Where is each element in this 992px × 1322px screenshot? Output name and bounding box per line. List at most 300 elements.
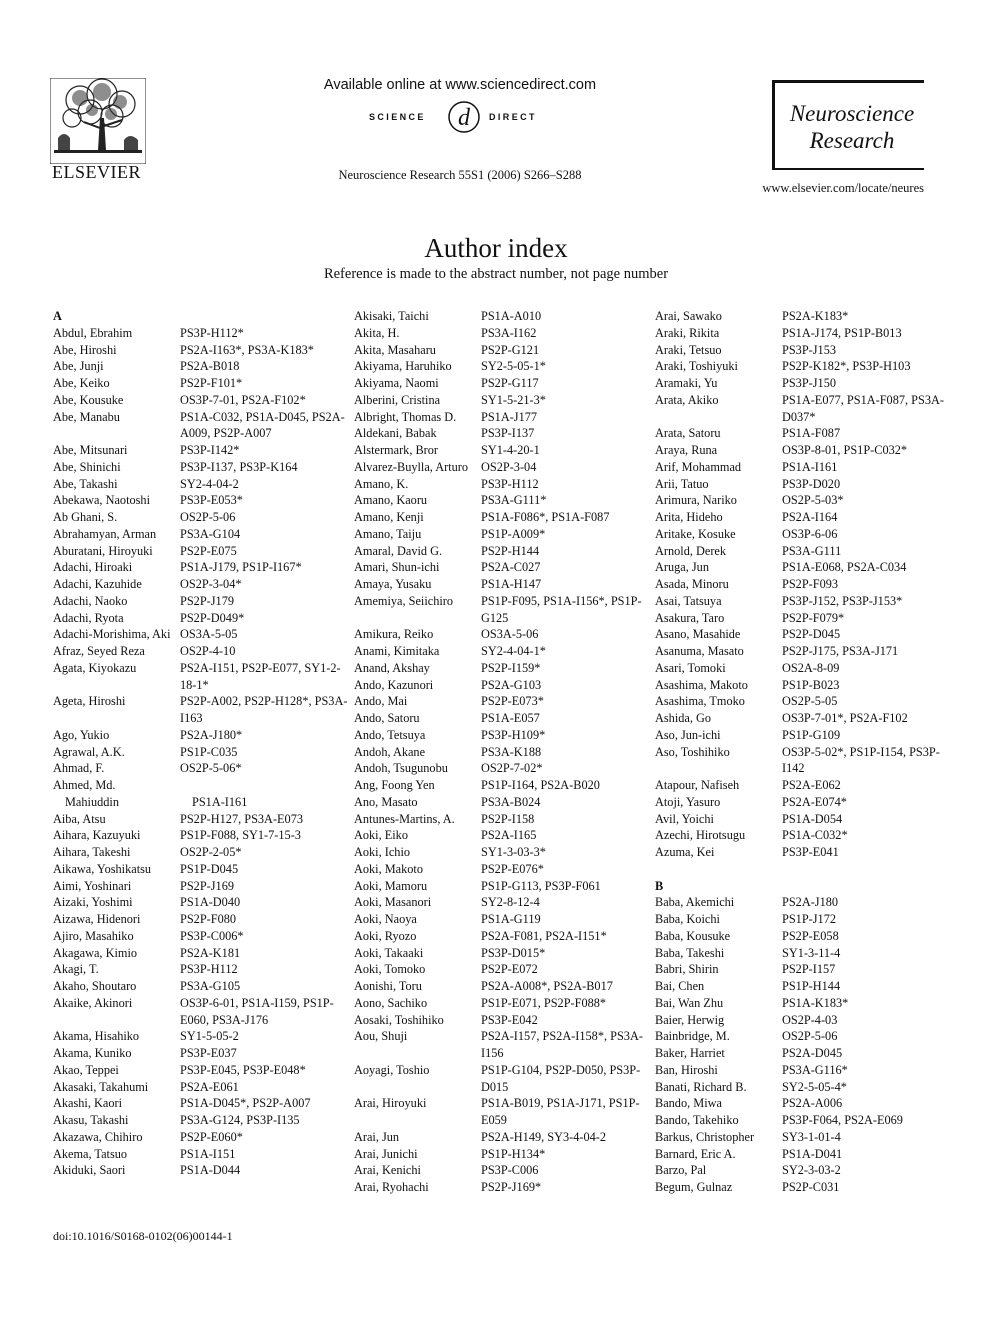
author-name: Bando, Takehiko bbox=[655, 1113, 739, 1127]
abstract-refs: OS3P-6-06 bbox=[782, 526, 838, 541]
author-entry bbox=[655, 610, 955, 627]
abstract-refs: PS1A-C032, PS1A-D045, PS2A-A009, PS2P-A007 bbox=[180, 409, 345, 441]
author-name: Arata, Akiko bbox=[655, 392, 719, 407]
abstract-refs: PS1A-J177 bbox=[481, 409, 538, 424]
abstract-refs: OS2P-5-06 bbox=[180, 510, 236, 524]
author-entry bbox=[53, 995, 353, 1029]
author-name: Asada, Minoru bbox=[655, 577, 729, 591]
author-entry bbox=[53, 844, 353, 861]
author-entry bbox=[53, 727, 353, 744]
author-entry bbox=[53, 1028, 353, 1045]
journal-title-top-rule bbox=[772, 80, 924, 83]
author-name: Akasaki, Takahumi bbox=[53, 1079, 149, 1094]
abstract-refs: PS1P-E071, PS2P-F088* bbox=[481, 995, 607, 1010]
author-entry bbox=[655, 677, 955, 694]
author-name: Araki, Tetsuo bbox=[655, 342, 722, 357]
author-entry bbox=[655, 945, 955, 962]
author-name: Asai, Tatsuya bbox=[655, 593, 722, 608]
author-entry bbox=[354, 744, 654, 761]
author-entry bbox=[354, 1146, 654, 1163]
author-name: Abe, Keiko bbox=[53, 376, 110, 390]
abstract-refs: OS2P-4-10 bbox=[180, 644, 236, 658]
abstract-refs: PS1A-E068, PS2A-C034 bbox=[782, 560, 907, 575]
author-name: Antunes-Martins, A. bbox=[354, 811, 455, 826]
abstract-refs: OS3A-5-05 bbox=[180, 627, 238, 642]
abstract-refs: PS2P-I159* bbox=[481, 660, 541, 675]
tree-icon bbox=[50, 78, 146, 164]
author-name: Akao, Teppei bbox=[53, 1062, 119, 1077]
author-name: Asashima, Makoto bbox=[655, 677, 748, 692]
author-name: Baba, Koichi bbox=[655, 912, 720, 926]
abstract-refs: OS2P-3-04 bbox=[481, 459, 537, 474]
index-column-1 bbox=[53, 308, 353, 1179]
author-name: Asano, Masahide bbox=[655, 627, 741, 642]
abstract-refs: PS1A-D045*, PS2P-A007 bbox=[180, 1096, 311, 1111]
abstract-refs: OS3P-6-01, PS1A-I159, PS1P-E060, PS3A-J176 bbox=[180, 995, 334, 1027]
abstract-refs: PS1A-A010 bbox=[481, 309, 542, 323]
author-entry bbox=[354, 543, 654, 560]
author-name: Mahiuddin bbox=[65, 794, 119, 809]
author-entry bbox=[655, 1028, 955, 1045]
author-name: Ab Ghani, S. bbox=[53, 510, 118, 524]
author-name: Akita, H. bbox=[354, 325, 400, 340]
author-entry bbox=[655, 995, 955, 1012]
abstract-refs: PS1A-F086*, PS1A-F087 bbox=[481, 510, 610, 524]
available-online-text[interactable]: Available online at www.sciencedirect.com bbox=[323, 77, 597, 93]
author-name: Aso, Toshihiko bbox=[655, 744, 730, 759]
author-name: Amano, Taiju bbox=[354, 526, 422, 541]
sciencedirect-right-text: DIRECT bbox=[489, 112, 537, 122]
author-name: Arai, Ryohachi bbox=[354, 1180, 429, 1194]
author-entry bbox=[354, 660, 654, 677]
abstract-refs: PS3A-G111* bbox=[481, 493, 547, 508]
abstract-refs: OS2P-3-04* bbox=[180, 577, 242, 591]
author-entry bbox=[655, 811, 955, 828]
author-name: Abrahamyan, Arman bbox=[53, 526, 157, 541]
author-entry bbox=[655, 1112, 955, 1129]
abstract-refs: PS3P-I142* bbox=[180, 443, 240, 457]
abstract-refs: OS2A-8-09 bbox=[782, 660, 840, 675]
author-entry bbox=[354, 1179, 654, 1196]
author-name: Aoki, Ichio bbox=[354, 845, 411, 859]
author-entry bbox=[354, 844, 654, 861]
author-entry bbox=[354, 1028, 654, 1062]
author-entry bbox=[354, 961, 654, 978]
author-name: Atapour, Nafiseh bbox=[655, 778, 740, 792]
author-entry bbox=[53, 442, 353, 459]
abstract-refs: SY1-4-20-1 bbox=[481, 443, 540, 457]
author-entry bbox=[354, 643, 654, 660]
author-name: Amano, Kenji bbox=[354, 510, 424, 524]
abstract-refs: PS2A-J180* bbox=[180, 727, 243, 742]
author-name: Akazawa, Chihiro bbox=[53, 1129, 143, 1144]
abstract-refs: PS1P-G109 bbox=[782, 727, 841, 742]
author-name: Adachi, Ryota bbox=[53, 610, 124, 625]
author-name: Amikura, Reiko bbox=[354, 627, 434, 642]
author-entry bbox=[354, 442, 654, 459]
abstract-refs: PS1A-J174, PS1P-B013 bbox=[782, 325, 902, 340]
author-entry bbox=[655, 961, 955, 978]
abstract-refs: PS2P-E076* bbox=[481, 861, 544, 876]
author-entry bbox=[354, 945, 654, 962]
journal-title: Neuroscience Research bbox=[789, 101, 915, 153]
author-name: Akashi, Kaori bbox=[53, 1096, 122, 1111]
abstract-refs: PS2P-F079* bbox=[782, 610, 845, 625]
abstract-refs: PS3A-B024 bbox=[481, 794, 541, 809]
author-name: Aizawa, Hidenori bbox=[53, 912, 141, 926]
author-name: Alvarez-Buylla, Arturo bbox=[354, 459, 469, 474]
author-entry bbox=[354, 392, 654, 409]
author-entry bbox=[655, 576, 955, 593]
author-entry bbox=[53, 827, 353, 844]
abstract-refs: PS2A-H149, SY3-4-04-2 bbox=[481, 1129, 607, 1144]
author-name: Akagawa, Kimio bbox=[53, 945, 138, 960]
author-name: Akisaki, Taichi bbox=[354, 309, 429, 323]
author-entry bbox=[53, 526, 353, 543]
abstract-refs: OS2P-5-06* bbox=[180, 761, 242, 776]
abstract-refs: OS2P-7-02* bbox=[481, 761, 543, 776]
abstract-refs: PS2A-I164 bbox=[782, 510, 838, 524]
author-entry bbox=[655, 593, 955, 610]
abstract-refs: PS2P-A002, PS2P-H128*, PS3A-I163 bbox=[180, 694, 348, 725]
abstract-refs: PS2P-F101* bbox=[180, 376, 243, 390]
abstract-refs: PS3A-K188 bbox=[481, 744, 542, 759]
author-entry bbox=[354, 1162, 654, 1179]
author-name: Aoki, Makoto bbox=[354, 861, 423, 876]
author-name: Alberini, Cristina bbox=[354, 392, 441, 407]
author-name: Arai, Hiroyuki bbox=[354, 1096, 427, 1111]
abstract-refs: SY2-5-05-4* bbox=[782, 1079, 847, 1094]
abstract-refs: PS2A-C027 bbox=[481, 560, 541, 575]
abstract-refs: PS1A-F087 bbox=[782, 426, 841, 441]
author-name: Asakura, Taro bbox=[655, 610, 725, 625]
abstract-refs: PS2A-E061 bbox=[180, 1079, 239, 1094]
author-entry bbox=[655, 559, 955, 576]
author-name: Araki, Rikita bbox=[655, 325, 720, 340]
author-entry bbox=[53, 744, 353, 761]
author-name: Azuma, Kei bbox=[655, 845, 715, 859]
author-entry bbox=[655, 827, 955, 844]
abstract-refs: PS3P-E053* bbox=[180, 493, 243, 508]
abstract-refs: PS3A-G111 bbox=[782, 543, 842, 558]
author-entry bbox=[53, 794, 353, 811]
abstract-refs: PS1P-F095, PS1A-I156*, PS1P-G125 bbox=[481, 593, 642, 625]
author-name: Barzo, Pal bbox=[655, 1163, 707, 1178]
author-name: Arita, Hideho bbox=[655, 510, 723, 524]
author-name: Akema, Tatsuo bbox=[53, 1146, 128, 1161]
author-name: Akaike, Akinori bbox=[53, 995, 133, 1010]
author-entry bbox=[354, 425, 654, 442]
author-name: Ang, Foong Yen bbox=[354, 778, 435, 792]
author-name: Abe, Junji bbox=[53, 359, 104, 374]
author-entry bbox=[354, 1095, 654, 1129]
author-name: Akiduki, Saori bbox=[53, 1163, 126, 1178]
author-name: Aritake, Kosuke bbox=[655, 526, 736, 541]
abstract-refs: PS3P-E045, PS3P-E048* bbox=[180, 1062, 306, 1077]
author-entry bbox=[655, 425, 955, 442]
author-entry bbox=[354, 760, 654, 777]
author-name: Adachi-Morishima, Aki bbox=[53, 627, 171, 642]
abstract-refs: PS1A-K183* bbox=[782, 995, 849, 1010]
author-name: Babri, Shirin bbox=[655, 962, 719, 977]
author-name: Abe, Hiroshi bbox=[53, 342, 117, 357]
author-entry bbox=[354, 827, 654, 844]
author-entry bbox=[655, 375, 955, 392]
author-entry bbox=[655, 308, 955, 325]
author-entry bbox=[53, 1162, 353, 1179]
author-entry bbox=[53, 928, 353, 945]
author-entry bbox=[53, 1112, 353, 1129]
abstract-refs: PS3P-I137, PS3P-K164 bbox=[180, 459, 298, 474]
abstract-refs: PS1A-I161 bbox=[782, 459, 838, 474]
publisher-name: ELSEVIER bbox=[52, 162, 141, 182]
abstract-refs: SY2-5-05-1* bbox=[481, 359, 546, 374]
author-name: Andoh, Tsugunobu bbox=[354, 761, 448, 776]
author-name: Arii, Tatuo bbox=[655, 476, 709, 491]
abstract-refs: PS3P-H112 bbox=[481, 476, 539, 491]
author-name: Bai, Wan Zhu bbox=[655, 995, 724, 1010]
abstract-refs: PS1P-G113, PS3P-F061 bbox=[481, 878, 601, 893]
author-name: Akiyama, Haruhiko bbox=[354, 359, 452, 374]
abstract-refs: PS1P-A009* bbox=[481, 526, 546, 541]
author-name: Amari, Shun-ichi bbox=[354, 560, 440, 575]
author-name: Bainbridge, M. bbox=[655, 1029, 730, 1044]
abstract-refs: PS1P-H134* bbox=[481, 1146, 546, 1161]
author-name: Aldekani, Babak bbox=[354, 426, 437, 441]
author-entry bbox=[354, 626, 654, 643]
abstract-refs: PS2P-J175, PS3A-J171 bbox=[782, 644, 899, 658]
author-entry bbox=[53, 1146, 353, 1163]
abstract-refs: PS3P-D015* bbox=[481, 945, 546, 960]
author-entry bbox=[655, 342, 955, 359]
abstract-refs: PS2A-E062 bbox=[782, 778, 841, 792]
author-entry bbox=[655, 794, 955, 811]
author-entry bbox=[354, 358, 654, 375]
author-name: Abe, Shinichi bbox=[53, 459, 121, 474]
author-name: Baba, Kousuke bbox=[655, 928, 731, 943]
author-entry bbox=[53, 459, 353, 476]
author-name: Azechi, Hirotsugu bbox=[655, 828, 746, 843]
author-entry bbox=[655, 978, 955, 995]
author-entry bbox=[655, 358, 955, 375]
author-entry bbox=[354, 509, 654, 526]
author-name: Albright, Thomas D. bbox=[354, 409, 457, 424]
author-name: Baier, Herwig bbox=[655, 1012, 725, 1027]
author-name: Begum, Gulnaz bbox=[655, 1180, 733, 1194]
journal-title-bottom-rule bbox=[772, 168, 924, 170]
abstract-refs: SY1-5-05-2 bbox=[180, 1029, 239, 1044]
author-name: Amano, Kaoru bbox=[354, 493, 428, 508]
author-name: Arata, Satoru bbox=[655, 426, 721, 441]
author-entry bbox=[53, 1095, 353, 1112]
abstract-refs: PS2P-E073* bbox=[481, 694, 544, 709]
author-name: Aramaki, Yu bbox=[655, 376, 718, 390]
author-name: Arai, Junichi bbox=[354, 1146, 418, 1161]
abstract-refs: PS2P-E072 bbox=[481, 962, 538, 977]
doi-footer[interactable]: doi:10.1016/S0168-0102(06)00144-1 bbox=[53, 1229, 233, 1243]
author-entry bbox=[655, 777, 955, 794]
author-entry bbox=[354, 928, 654, 945]
abstract-refs: OS3P-7-01, PS2A-F102* bbox=[180, 392, 306, 407]
abstract-refs: PS3P-J152, PS3P-J153* bbox=[782, 593, 903, 608]
author-entry bbox=[655, 492, 955, 509]
abstract-refs: PS2P-F093 bbox=[782, 577, 839, 591]
author-name: Ban, Hiroshi bbox=[655, 1062, 718, 1077]
author-entry bbox=[53, 643, 353, 660]
author-entry bbox=[354, 710, 654, 727]
author-entry bbox=[354, 995, 654, 1012]
author-name: Aono, Sachiko bbox=[354, 995, 428, 1010]
author-entry bbox=[354, 1062, 654, 1096]
abstract-refs: PS2A-G103 bbox=[481, 677, 542, 692]
author-entry bbox=[354, 342, 654, 359]
author-name: Arai, Kenichi bbox=[354, 1163, 421, 1178]
author-entry bbox=[655, 526, 955, 543]
abstract-refs: PS2P-G121 bbox=[481, 342, 540, 357]
sciencedirect-d-icon bbox=[447, 100, 481, 134]
author-name: Akagi, T. bbox=[53, 962, 99, 977]
sciencedirect-logo bbox=[355, 100, 555, 134]
page-title: Author index bbox=[424, 233, 568, 263]
author-entry bbox=[354, 794, 654, 811]
abstract-refs: PS1A-J179, PS1P-I167* bbox=[180, 560, 302, 575]
abstract-refs: SY1-3-11-4 bbox=[782, 945, 841, 960]
abstract-refs: PS2P-I157 bbox=[782, 962, 836, 977]
author-entry bbox=[354, 693, 654, 710]
abstract-refs: PS1A-E077, PS1A-F087, PS3A-D037* bbox=[782, 392, 944, 424]
author-entry bbox=[354, 878, 654, 895]
author-name: Ando, Kazunori bbox=[354, 677, 434, 692]
abstract-refs: PS3P-H112* bbox=[180, 325, 244, 340]
author-entry bbox=[354, 861, 654, 878]
author-name: Araya, Runa bbox=[655, 443, 718, 457]
author-entry bbox=[53, 476, 353, 493]
abstract-refs: PS3A-I162 bbox=[481, 325, 537, 340]
author-name: Akiyama, Naomi bbox=[354, 376, 439, 390]
author-name: Abdul, Ebrahim bbox=[53, 325, 133, 340]
abstract-refs: OS2P-5-06 bbox=[782, 1029, 838, 1044]
author-entry bbox=[53, 777, 353, 794]
abstract-refs: PS2P-G117 bbox=[481, 376, 539, 390]
author-name: Bando, Miwa bbox=[655, 1096, 722, 1111]
author-entry bbox=[655, 861, 955, 878]
section-letter: A bbox=[53, 309, 62, 323]
abstract-refs: PS2P-E058 bbox=[782, 928, 839, 943]
author-entry bbox=[655, 1095, 955, 1112]
author-name: Amaral, David G. bbox=[354, 543, 443, 558]
author-entry bbox=[53, 610, 353, 627]
author-entry bbox=[354, 777, 654, 794]
author-entry bbox=[354, 526, 654, 543]
author-name: Banati, Richard B. bbox=[655, 1079, 747, 1094]
author-name: Akama, Kuniko bbox=[53, 1046, 132, 1060]
abstract-refs: PS2P-H144 bbox=[481, 543, 540, 558]
author-name: Ahmad, F. bbox=[53, 761, 105, 776]
author-name: Ano, Masato bbox=[354, 794, 418, 809]
author-name: Aoki, Takaaki bbox=[354, 945, 424, 960]
journal-title-left-rule bbox=[772, 80, 775, 168]
author-entry bbox=[53, 945, 353, 962]
author-entry bbox=[53, 978, 353, 995]
author-name: Aonishi, Toru bbox=[354, 979, 422, 993]
abstract-refs: PS3P-F064, PS2A-E069 bbox=[782, 1113, 903, 1127]
author-name bbox=[655, 861, 782, 878]
abstract-refs: PS2A-I151, PS2P-E077, SY1-2-18-1* bbox=[180, 660, 341, 692]
author-name: Baba, Takeshi bbox=[655, 945, 725, 960]
abstract-refs: PS3P-E041 bbox=[782, 845, 839, 859]
abstract-refs: PS3P-C006* bbox=[180, 928, 244, 943]
author-entry bbox=[354, 459, 654, 476]
author-name: Alstermark, Bror bbox=[354, 443, 439, 457]
author-entry bbox=[53, 1079, 353, 1096]
author-name: Atoji, Yasuro bbox=[655, 794, 721, 809]
author-entry bbox=[53, 375, 353, 392]
abstract-refs bbox=[782, 861, 952, 878]
abstract-refs: PS1A-D041 bbox=[782, 1146, 843, 1161]
abstract-refs: PS2P-D049* bbox=[180, 610, 245, 625]
author-name: Arimura, Nariko bbox=[655, 493, 737, 508]
abstract-refs: SY3-1-01-4 bbox=[782, 1129, 841, 1144]
author-name: Akita, Masaharu bbox=[354, 342, 436, 357]
abstract-refs: PS3P-E042 bbox=[481, 1012, 538, 1027]
author-entry bbox=[53, 861, 353, 878]
author-name: Barnard, Eric A. bbox=[655, 1146, 736, 1161]
author-name: Ashida, Go bbox=[655, 711, 712, 725]
author-name: Amano, K. bbox=[354, 476, 409, 491]
abstract-refs: PS3P-C006 bbox=[481, 1163, 539, 1178]
author-entry bbox=[655, 710, 955, 727]
author-entry bbox=[53, 325, 353, 342]
author-name: Adachi, Kazuhide bbox=[53, 577, 142, 591]
abstract-refs: PS1A-C032* bbox=[782, 828, 848, 843]
author-entry bbox=[655, 693, 955, 710]
author-name: Baker, Harriet bbox=[655, 1046, 725, 1060]
author-entry bbox=[354, 559, 654, 576]
abstract-refs: OS2P-5-03* bbox=[782, 493, 844, 508]
author-name: Afraz, Seyed Reza bbox=[53, 644, 145, 658]
author-name: Ageta, Hiroshi bbox=[53, 694, 126, 709]
author-entry bbox=[354, 325, 654, 342]
author-name: Agrawal, A.K. bbox=[53, 744, 125, 759]
abstract-refs: OS2P-2-05* bbox=[180, 845, 242, 859]
abstract-refs: SY1-3-03-3* bbox=[481, 845, 546, 859]
abstract-refs: PS2A-E074* bbox=[782, 794, 847, 809]
author-name: Asanuma, Masato bbox=[655, 644, 744, 658]
abstract-refs: PS2P-H127, PS3A-E073 bbox=[180, 811, 303, 826]
abstract-refs: PS2A-K181 bbox=[180, 945, 241, 960]
abstract-refs: PS2A-J180 bbox=[782, 895, 839, 910]
author-entry bbox=[655, 727, 955, 744]
author-name: Akasu, Takashi bbox=[53, 1113, 129, 1127]
abstract-refs: PS1A-B019, PS1A-J171, PS1P-E059 bbox=[481, 1096, 640, 1127]
abstract-refs: PS2P-C031 bbox=[782, 1180, 840, 1194]
author-name: Ago, Yukio bbox=[53, 727, 110, 742]
journal-url-link[interactable]: www.elsevier.com/locate/neures bbox=[762, 181, 924, 195]
abstract-refs: PS1A-D054 bbox=[782, 811, 843, 826]
author-name: Abe, Mitsunari bbox=[53, 443, 128, 457]
author-entry bbox=[53, 811, 353, 828]
author-name: Amemiya, Seiichiro bbox=[354, 593, 454, 608]
author-entry bbox=[53, 961, 353, 978]
author-entry bbox=[354, 1012, 654, 1029]
abstract-refs: PS2A-I163*, PS3A-K183* bbox=[180, 342, 314, 357]
abstract-refs: PS1A-E057 bbox=[481, 711, 540, 725]
svg-text:d: d bbox=[458, 105, 470, 131]
abstract-refs: PS1A-I161 bbox=[192, 794, 248, 809]
author-name: Abe, Manabu bbox=[53, 409, 120, 424]
author-name: Amaya, Yusaku bbox=[354, 577, 432, 591]
abstract-refs: OS3P-8-01, PS1P-C032* bbox=[782, 443, 908, 457]
